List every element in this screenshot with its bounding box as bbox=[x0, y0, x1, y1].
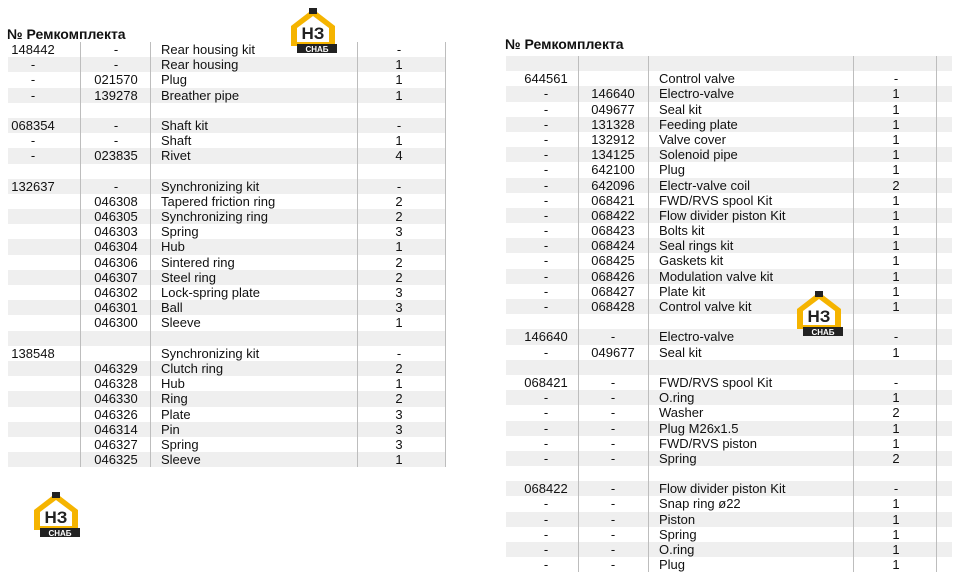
table-row bbox=[506, 360, 952, 375]
cell-kit-number: - bbox=[543, 557, 549, 573]
cell-description: Pin bbox=[161, 421, 180, 437]
cell-part-number: 046325 bbox=[94, 452, 138, 468]
cell-part-number: - bbox=[610, 496, 616, 512]
table-row bbox=[506, 405, 952, 420]
cell-quantity: 2 bbox=[395, 193, 403, 209]
cell-kit-number: 068422 bbox=[524, 481, 568, 497]
table-row bbox=[506, 496, 952, 511]
cell-description: Bolts kit bbox=[659, 223, 705, 239]
cell-part-number: 049677 bbox=[591, 344, 635, 360]
cell-kit-number: - bbox=[30, 148, 36, 164]
table-row bbox=[506, 284, 952, 299]
cell-quantity: 1 bbox=[892, 147, 900, 163]
cell-description: Sintered ring bbox=[161, 254, 235, 270]
table-row bbox=[8, 270, 445, 285]
cell-part-number: 068427 bbox=[591, 283, 635, 299]
cell-description: Lock-spring plate bbox=[161, 285, 260, 300]
cell-part-number: 046330 bbox=[94, 391, 138, 407]
left-parts-table bbox=[8, 42, 445, 467]
table-row bbox=[506, 71, 952, 86]
cell-part-number: 046329 bbox=[94, 360, 138, 376]
cell-description: Flow divider piston Kit bbox=[659, 481, 786, 497]
cell-description: Washer bbox=[659, 405, 704, 421]
cell-quantity: 1 bbox=[892, 86, 900, 102]
table-row bbox=[506, 527, 952, 542]
table-row bbox=[506, 375, 952, 390]
cell-quantity: 2 bbox=[892, 177, 900, 193]
cell-kit-number: - bbox=[543, 435, 549, 451]
cell-description: Spring bbox=[161, 224, 199, 240]
cell-quantity: 1 bbox=[892, 192, 900, 208]
cell-part-number: 049677 bbox=[591, 101, 635, 117]
cell-part-number: 046327 bbox=[94, 436, 138, 452]
cell-quantity: 1 bbox=[892, 299, 900, 314]
table-row bbox=[8, 72, 445, 87]
cell-kit-number: - bbox=[30, 87, 36, 103]
cell-quantity: 1 bbox=[892, 223, 900, 239]
cell-description: Clutch ring bbox=[161, 360, 224, 376]
table-row bbox=[506, 117, 952, 132]
table-row bbox=[8, 331, 445, 346]
cell-kit-number: 068421 bbox=[524, 374, 568, 390]
table-row bbox=[506, 132, 952, 147]
cell-quantity: 1 bbox=[892, 268, 900, 284]
cell-quantity: 1 bbox=[892, 511, 900, 527]
cell-kit-number: - bbox=[543, 542, 549, 557]
table-row bbox=[506, 557, 952, 572]
cell-quantity: 1 bbox=[892, 238, 900, 254]
cell-quantity: 3 bbox=[395, 224, 403, 240]
cell-description: Flow divider piston Kit bbox=[659, 207, 786, 223]
table-row bbox=[506, 193, 952, 208]
cell-description: FWD/RVS piston bbox=[659, 435, 758, 451]
cell-kit-number: - bbox=[543, 86, 549, 102]
cell-description: Rivet bbox=[161, 148, 191, 164]
cell-part-number: 046303 bbox=[94, 224, 138, 240]
table-row bbox=[8, 133, 445, 148]
column-divider bbox=[150, 42, 151, 467]
table-row bbox=[8, 285, 445, 300]
cell-description: Hub bbox=[161, 376, 185, 392]
cell-kit-number: - bbox=[543, 283, 549, 299]
cell-quantity: 1 bbox=[892, 101, 900, 117]
cell-kit-number: 068354 bbox=[11, 117, 55, 133]
logo-text: НЗ bbox=[44, 508, 68, 527]
cell-description: O.ring bbox=[659, 390, 695, 406]
column-divider bbox=[80, 42, 81, 467]
cell-quantity: 2 bbox=[892, 405, 900, 421]
cell-part-number: - bbox=[610, 542, 616, 557]
cell-description: Control valve kit bbox=[659, 299, 752, 314]
cell-part-number: 068424 bbox=[591, 238, 635, 254]
cell-quantity: 1 bbox=[395, 133, 403, 149]
table-row bbox=[506, 512, 952, 527]
cell-quantity: 1 bbox=[395, 452, 403, 468]
table-row bbox=[8, 224, 445, 239]
cell-description: Rear housing bbox=[161, 57, 239, 73]
cell-kit-number: 138548 bbox=[11, 345, 55, 361]
table-row bbox=[8, 103, 445, 118]
table-row bbox=[506, 466, 952, 481]
cell-kit-number: - bbox=[543, 511, 549, 527]
cell-part-number: 132912 bbox=[591, 131, 635, 147]
cell-part-number: - bbox=[610, 526, 616, 542]
table-row bbox=[8, 88, 445, 103]
cell-description: Seal kit bbox=[659, 344, 702, 360]
cell-description: Seal kit bbox=[659, 101, 702, 117]
cell-part-number: - bbox=[610, 511, 616, 527]
cell-part-number: - bbox=[610, 390, 616, 406]
cell-quantity: 3 bbox=[395, 421, 403, 437]
cell-description: Ball bbox=[161, 300, 183, 316]
cell-part-number: 642096 bbox=[591, 177, 635, 193]
table-row bbox=[506, 102, 952, 117]
column-divider bbox=[578, 56, 579, 572]
table-row bbox=[506, 253, 952, 268]
nz-snab-logo bbox=[30, 490, 82, 538]
cell-description: FWD/RVS spool Kit bbox=[659, 192, 773, 208]
cell-kit-number: - bbox=[543, 238, 549, 254]
cell-part-number: 068422 bbox=[591, 207, 635, 223]
cell-quantity: 2 bbox=[395, 254, 403, 270]
cell-part-number: 046314 bbox=[94, 421, 138, 437]
cell-description: Rear housing kit bbox=[161, 42, 255, 57]
cell-kit-number: - bbox=[543, 162, 549, 178]
cell-description: Feeding plate bbox=[659, 116, 738, 132]
column-divider bbox=[936, 56, 937, 572]
cell-kit-number: - bbox=[543, 223, 549, 239]
table-row bbox=[506, 451, 952, 466]
table-row bbox=[8, 346, 445, 361]
cell-description: Hub bbox=[161, 239, 185, 255]
table-row bbox=[506, 147, 952, 162]
cell-part-number: 068428 bbox=[591, 299, 635, 314]
table-row bbox=[8, 376, 445, 391]
nz-snab-logo bbox=[287, 6, 339, 54]
cell-part-number: 068425 bbox=[591, 253, 635, 269]
cell-part-number: 046306 bbox=[94, 254, 138, 270]
cell-kit-number: - bbox=[543, 253, 549, 269]
cell-description: Spring bbox=[659, 526, 697, 542]
cell-description: Shaft kit bbox=[161, 117, 208, 133]
table-row bbox=[506, 208, 952, 223]
nz-snab-logo bbox=[793, 289, 845, 337]
cell-part-number: 642100 bbox=[591, 162, 635, 178]
cell-description: Plug M26x1.5 bbox=[659, 420, 739, 436]
cell-description: Synchronizing kit bbox=[161, 345, 260, 361]
cell-kit-number: 132637 bbox=[11, 178, 55, 194]
cell-description: Tapered friction ring bbox=[161, 193, 276, 209]
cell-description: Electr-valve coil bbox=[659, 177, 751, 193]
table-row bbox=[8, 179, 445, 194]
table-row bbox=[506, 421, 952, 436]
cell-part-number: 046304 bbox=[94, 239, 138, 255]
cell-part-number: - bbox=[610, 374, 616, 390]
cell-description: Plug bbox=[161, 72, 188, 88]
table-row bbox=[8, 194, 445, 209]
cell-part-number: - bbox=[610, 329, 616, 345]
cell-description: Electro-valve bbox=[659, 329, 735, 345]
table-row bbox=[8, 118, 445, 133]
cell-part-number: 146640 bbox=[591, 86, 635, 102]
right-parts-table bbox=[506, 56, 952, 572]
table-row bbox=[506, 223, 952, 238]
table-row bbox=[506, 390, 952, 405]
table-row bbox=[506, 481, 952, 496]
cell-quantity: 1 bbox=[892, 557, 900, 573]
column-divider bbox=[357, 42, 358, 467]
cell-part-number: 134125 bbox=[591, 147, 635, 163]
cell-kit-number: - bbox=[543, 116, 549, 132]
cell-kit-number: - bbox=[543, 101, 549, 117]
cell-kit-number: - bbox=[543, 344, 549, 360]
cell-part-number: - bbox=[610, 405, 616, 421]
cell-part-number: 046300 bbox=[94, 315, 138, 331]
cell-kit-number: - bbox=[543, 299, 549, 314]
cell-description: O.ring bbox=[659, 542, 695, 557]
cell-description: FWD/RVS spool Kit bbox=[659, 374, 773, 390]
cell-quantity: 1 bbox=[892, 162, 900, 178]
logo-text: НЗ bbox=[807, 307, 831, 326]
cell-kit-number: - bbox=[543, 405, 549, 421]
table-row bbox=[8, 42, 445, 57]
cell-part-number: 068423 bbox=[591, 223, 635, 239]
logo-subtext: СНАБ bbox=[305, 45, 329, 54]
cell-description: Seal rings kit bbox=[659, 238, 734, 254]
cell-quantity: 1 bbox=[892, 283, 900, 299]
cell-kit-number: - bbox=[543, 526, 549, 542]
table-row bbox=[506, 299, 952, 314]
cell-quantity: 3 bbox=[395, 300, 403, 316]
cell-quantity: - bbox=[893, 374, 899, 390]
cell-description: Sleeve bbox=[161, 452, 201, 468]
cell-quantity: 2 bbox=[395, 360, 403, 376]
cell-kit-number: - bbox=[30, 133, 36, 149]
cell-description: Shaft bbox=[161, 133, 192, 149]
cell-quantity: 1 bbox=[395, 87, 403, 103]
cell-quantity: - bbox=[396, 117, 402, 133]
cell-kit-number: - bbox=[543, 177, 549, 193]
cell-description: Spring bbox=[659, 450, 697, 466]
cell-description: Synchronizing kit bbox=[161, 178, 260, 194]
cell-description: Plate bbox=[161, 406, 191, 422]
cell-part-number: - bbox=[113, 42, 119, 57]
cell-kit-number: - bbox=[543, 496, 549, 512]
cell-part-number: 046308 bbox=[94, 193, 138, 209]
cell-description: Plug bbox=[659, 162, 686, 178]
cell-quantity: 3 bbox=[395, 406, 403, 422]
cell-kit-number: - bbox=[543, 450, 549, 466]
table-row bbox=[8, 452, 445, 467]
cell-part-number: 139278 bbox=[94, 87, 138, 103]
cell-quantity: 2 bbox=[892, 450, 900, 466]
cell-kit-number: - bbox=[30, 72, 36, 88]
table-row bbox=[8, 255, 445, 270]
table-row bbox=[506, 329, 952, 344]
cell-quantity: 1 bbox=[892, 116, 900, 132]
cell-description: Snap ring ø22 bbox=[659, 496, 741, 512]
cell-description: Steel ring bbox=[161, 269, 216, 285]
cell-part-number: 068426 bbox=[591, 268, 635, 284]
table-row bbox=[8, 361, 445, 376]
cell-kit-number: - bbox=[30, 57, 36, 73]
cell-quantity: - bbox=[893, 481, 899, 497]
table-row bbox=[8, 300, 445, 315]
cell-quantity: 1 bbox=[892, 207, 900, 223]
cell-quantity: 1 bbox=[892, 420, 900, 436]
cell-quantity: - bbox=[396, 345, 402, 361]
cell-kit-number: - bbox=[543, 147, 549, 163]
cell-quantity: 1 bbox=[395, 315, 403, 331]
cell-description: Gaskets kit bbox=[659, 253, 724, 269]
table-row bbox=[8, 148, 445, 163]
table-row bbox=[8, 437, 445, 452]
table-row bbox=[8, 209, 445, 224]
cell-part-number: - bbox=[610, 450, 616, 466]
table-row bbox=[8, 391, 445, 406]
cell-description: Synchronizing ring bbox=[161, 209, 268, 225]
cell-quantity: 2 bbox=[395, 269, 403, 285]
cell-description: Modulation valve kit bbox=[659, 268, 774, 284]
cell-description: Piston bbox=[659, 511, 696, 527]
logo-text: НЗ bbox=[301, 24, 325, 43]
table-row bbox=[506, 436, 952, 451]
table-row bbox=[8, 239, 445, 254]
table-row bbox=[506, 86, 952, 101]
cell-kit-number: 146640 bbox=[524, 329, 568, 345]
cell-description: Plate kit bbox=[659, 283, 706, 299]
cell-quantity: 1 bbox=[892, 542, 900, 557]
cell-quantity: 1 bbox=[395, 72, 403, 88]
column-divider bbox=[445, 42, 446, 467]
cell-part-number: - bbox=[113, 117, 119, 133]
cell-quantity: 1 bbox=[892, 344, 900, 360]
cell-quantity: - bbox=[396, 178, 402, 194]
logo-subtext: СНАБ bbox=[48, 529, 72, 538]
cell-quantity: 1 bbox=[892, 435, 900, 451]
table-row bbox=[506, 542, 952, 557]
cell-description: Spring bbox=[161, 436, 199, 452]
cell-quantity: 3 bbox=[395, 285, 403, 300]
cell-part-number: - bbox=[610, 435, 616, 451]
cell-quantity: 3 bbox=[395, 436, 403, 452]
cell-part-number: 021570 bbox=[94, 72, 138, 88]
cell-part-number: - bbox=[113, 178, 119, 194]
cell-description: Ring bbox=[161, 391, 188, 407]
cell-description: Solenoid pipe bbox=[659, 147, 738, 163]
cell-quantity: 1 bbox=[395, 376, 403, 392]
cell-description: Control valve bbox=[659, 71, 735, 87]
cell-part-number: 046301 bbox=[94, 300, 138, 316]
cell-kit-number: - bbox=[543, 131, 549, 147]
table-row bbox=[8, 164, 445, 179]
cell-kit-number: - bbox=[543, 207, 549, 223]
cell-quantity: 1 bbox=[892, 526, 900, 542]
right-table-title: № Ремкомплекта bbox=[505, 36, 624, 52]
cell-description: Sleeve bbox=[161, 315, 201, 331]
column-divider bbox=[648, 56, 649, 572]
cell-quantity: 1 bbox=[395, 239, 403, 255]
table-row bbox=[506, 162, 952, 177]
cell-quantity: 1 bbox=[892, 131, 900, 147]
table-row bbox=[8, 315, 445, 330]
cell-part-number: - bbox=[610, 420, 616, 436]
table-row bbox=[8, 407, 445, 422]
table-row bbox=[8, 422, 445, 437]
cell-quantity: - bbox=[396, 42, 402, 57]
cell-kit-number: - bbox=[543, 268, 549, 284]
table-row bbox=[506, 238, 952, 253]
cell-part-number: 046326 bbox=[94, 406, 138, 422]
cell-quantity: 4 bbox=[395, 148, 403, 164]
left-table-title: № Ремкомплекта bbox=[7, 26, 126, 42]
cell-part-number: 068421 bbox=[591, 192, 635, 208]
cell-quantity: 1 bbox=[892, 253, 900, 269]
cell-description: Plug bbox=[659, 557, 686, 573]
table-row bbox=[8, 57, 445, 72]
cell-description: Breather pipe bbox=[161, 87, 240, 103]
cell-quantity: - bbox=[893, 329, 899, 345]
cell-kit-number: - bbox=[543, 420, 549, 436]
cell-description: Electro-valve bbox=[659, 86, 735, 102]
cell-part-number: - bbox=[113, 57, 119, 73]
table-row bbox=[506, 314, 952, 329]
cell-quantity: 2 bbox=[395, 391, 403, 407]
cell-kit-number: - bbox=[543, 192, 549, 208]
cell-quantity: - bbox=[893, 71, 899, 87]
cell-kit-number: - bbox=[543, 390, 549, 406]
cell-part-number: 046302 bbox=[94, 285, 138, 300]
cell-part-number: - bbox=[610, 557, 616, 573]
cell-quantity: 1 bbox=[892, 496, 900, 512]
cell-kit-number: 148442 bbox=[11, 42, 55, 57]
cell-part-number: 046305 bbox=[94, 209, 138, 225]
cell-part-number: 131328 bbox=[591, 116, 635, 132]
logo-subtext: СНАБ bbox=[811, 328, 835, 337]
cell-part-number: 046307 bbox=[94, 269, 138, 285]
table-row bbox=[506, 178, 952, 193]
cell-description: Valve cover bbox=[659, 131, 726, 147]
cell-part-number: 046328 bbox=[94, 376, 138, 392]
cell-part-number: - bbox=[610, 481, 616, 497]
table-row bbox=[506, 345, 952, 360]
column-divider bbox=[853, 56, 854, 572]
table-row bbox=[506, 56, 952, 71]
cell-kit-number: 644561 bbox=[524, 71, 568, 87]
cell-quantity: 2 bbox=[395, 209, 403, 225]
cell-part-number: - bbox=[113, 133, 119, 149]
cell-quantity: 1 bbox=[395, 57, 403, 73]
table-row bbox=[506, 269, 952, 284]
cell-quantity: 1 bbox=[892, 390, 900, 406]
cell-part-number: 023835 bbox=[94, 148, 138, 164]
